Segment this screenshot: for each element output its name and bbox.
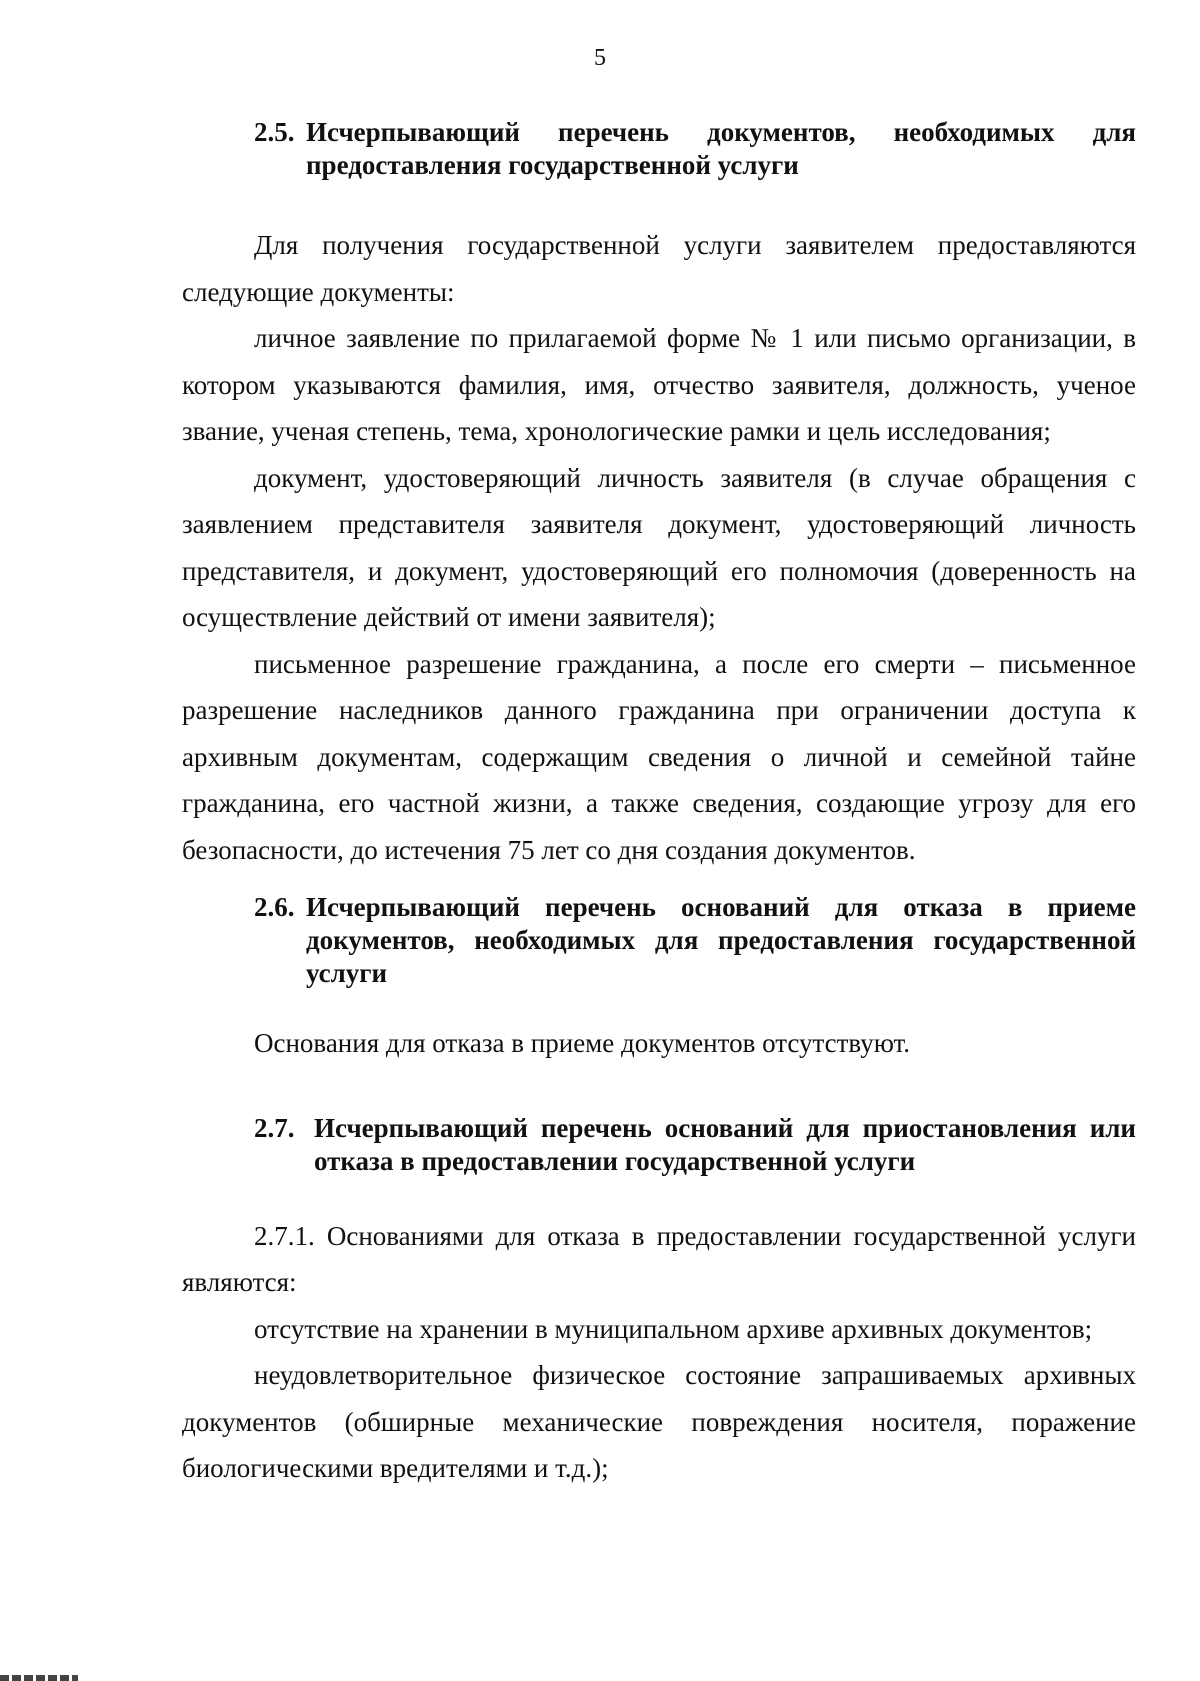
paragraph: неудовлетворительное физическое состояние запрашиваемых архивных документов (обширные механические повреждения носителя, поражение биологическими вредителями и т.д.); bbox=[182, 1360, 1136, 1483]
paragraph: письменное разрешение гражданина, а после его смерти – письменное разрешение наследников данного гражданина при ограничении доступа к архивным документам, содержащим сведения о личной и семейной тайне гражданина, его частной жизни, а также сведения, создающие угрозу для его безопасности, до истечения 75 лет со дня создания документов. bbox=[182, 648, 1136, 865]
section-title: Исчерпывающий перечень оснований для приостановления или отказа в предоставлении государственной услуги bbox=[314, 1112, 1136, 1176]
section-heading-2-7 bbox=[254, 1112, 1136, 1178]
document-body bbox=[182, 116, 1136, 1492]
paragraph: 2.7.1. Основаниями для отказа в предоставлении государственной услуги являются: bbox=[182, 1220, 1136, 1297]
paragraph: Основания для отказа в приеме документов отсутствуют. bbox=[254, 1028, 911, 1058]
section-number: 2.6. bbox=[254, 892, 295, 922]
page-number: 5 bbox=[594, 45, 606, 71]
paragraph: документ, удостоверяющий личность заявителя (в случае обращения с заявлением представителя заявителя документ, удостоверяющий личность представителя, и документ, удостоверяющий его полномочия (доверенность на осуществление действий от имени заявителя); bbox=[182, 462, 1136, 632]
section-number: 2.5. bbox=[254, 117, 295, 147]
section-heading-2-5 bbox=[254, 116, 1136, 182]
section-title: Исчерпывающий перечень оснований для отказа в приеме документов, необходимых для предоставления государственной услуги bbox=[306, 892, 1136, 988]
section-heading-2-6 bbox=[254, 891, 1136, 990]
scan-edge-mark bbox=[0, 1675, 78, 1681]
paragraph: отсутствие на хранении в муниципальном архиве архивных документов; bbox=[254, 1313, 1093, 1344]
paragraph: Для получения государственной услуги заявителем предоставляются следующие документы: bbox=[182, 230, 1136, 307]
section-title: Исчерпывающий перечень документов, необходимых для предоставления государственной услуги bbox=[306, 117, 1136, 180]
section-number: 2.7. bbox=[254, 1112, 295, 1143]
paragraph: личное заявление по прилагаемой форме № 1 или письмо организации, в котором указываются фамилия, имя, отчество заявителя, должность, ученое звание, ученая степень, тема, хронологические рамки и цель исследования; bbox=[182, 323, 1136, 446]
